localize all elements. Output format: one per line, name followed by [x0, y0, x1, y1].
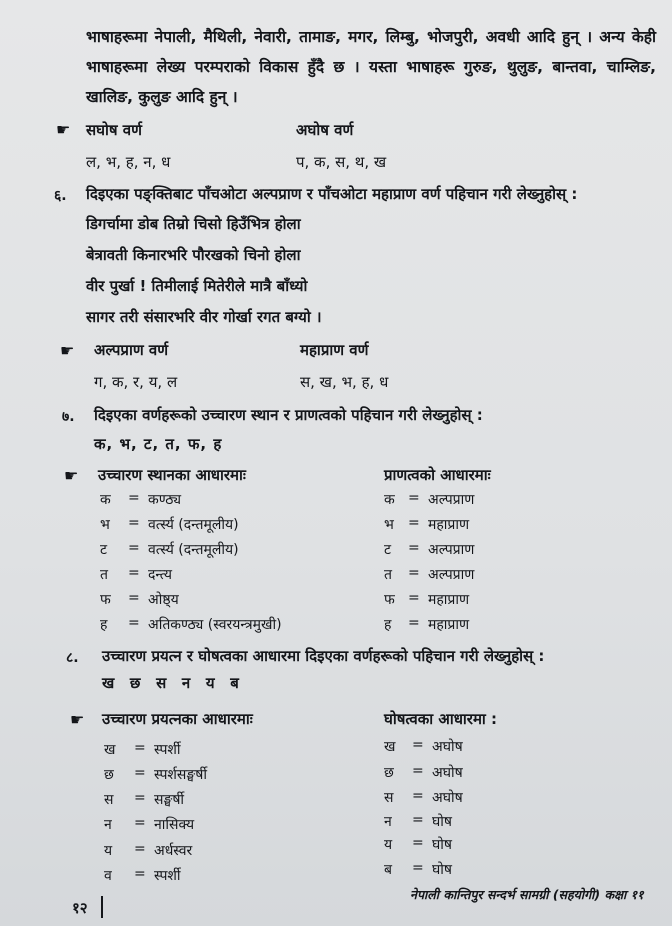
- q8-row-letter-right: स: [384, 790, 394, 806]
- uchcharan-sthan-heading: उच्चारण स्थानका आधारमाः: [98, 466, 246, 484]
- q8-row-ghosh: अघोष: [432, 790, 463, 806]
- q8-row-letter-right: न: [384, 814, 392, 830]
- intro-paragraph: भाषाहरूमा नेपाली, मैथिली, नेवारी, तामाङ, मगर, लिम्बु, भोजपुरी, अवधी आदि हुन् । अन्य केही भाषाहरूमा लेख्य परम्पराको विकास हुँदै छ । यस्ता भाषाहरू गुरुङ, थुलुङ, बान्तवा, चाम्लिङ, खालिङ, कुलुङ आदि हुन् ।: [86, 28, 656, 106]
- q7-row-letter-right: ह: [384, 617, 392, 633]
- q7-row-eq-right: =: [408, 590, 420, 606]
- q8-row-eq-right: =: [412, 835, 424, 851]
- q7-row-place: अतिकण्ठ्य (स्वरयन्त्रमुखी): [148, 617, 282, 633]
- q8-row-eq-right: =: [412, 763, 424, 779]
- page-number-divider: [101, 896, 103, 918]
- poem-line-4: सागर तरी संसारभरि वीर गोर्खा रगत बग्यो ।: [86, 308, 322, 326]
- q7-row-eq-right: =: [408, 615, 420, 631]
- q8-row-prayatna: नासिक्य: [154, 817, 195, 833]
- q7-row-letter: ह: [100, 617, 108, 633]
- q8-row-eq-right: =: [412, 812, 424, 828]
- q7-row-place: वर्त्स्य (दन्तमूलीय): [148, 542, 239, 558]
- q8-letters: ख छ स न य ब: [102, 674, 239, 692]
- q7-row-place: दन्त्य: [148, 567, 172, 583]
- q8-row-ghosh: अघोष: [432, 739, 463, 755]
- pointing-hand-icon: ☛: [64, 466, 79, 485]
- sghosh-values: ल, भ, ह, न, ध: [86, 153, 171, 171]
- q8-row-letter-right: ब: [384, 862, 392, 878]
- q7-row-prana: अल्पप्राण: [428, 492, 475, 508]
- q7-row-eq: =: [128, 615, 140, 631]
- q7-row-eq-right: =: [408, 565, 420, 581]
- alpaprana-values: ग, क, र, य, ल: [94, 373, 178, 391]
- q8-row-letter-right: ख: [384, 739, 396, 755]
- mahaprana-heading: महाप्राण वर्ण: [300, 341, 369, 359]
- pointing-hand-icon: ☛: [60, 341, 75, 360]
- q8-row-eq-right: =: [412, 788, 424, 804]
- q7-row-eq: =: [128, 590, 140, 606]
- q7-row-eq-right: =: [408, 540, 420, 556]
- poem-line-3: वीर पुर्खा ! तिमीलाई मितेरीले मात्रै बाँध्यो: [86, 277, 308, 295]
- page-number: १२: [72, 899, 88, 917]
- q8-row-eq-right: =: [412, 860, 424, 876]
- q7-row-eq: =: [128, 490, 140, 506]
- q8-row-eq-right: =: [412, 737, 424, 753]
- q7-row-place: वर्त्स्य (दन्तमूलीय): [148, 517, 239, 533]
- q7-row-prana: अल्पप्राण: [428, 567, 475, 583]
- q7-row-prana: महाप्राण: [428, 617, 470, 633]
- q7-row-letter: क: [100, 492, 111, 508]
- q8-row-prayatna: अर्धस्वर: [154, 843, 193, 859]
- q7-row-letter-right: क: [384, 492, 395, 508]
- q8-row-ghosh: घोष: [432, 837, 452, 853]
- q8-row-letter-right: य: [384, 837, 393, 853]
- q8-row-eq: =: [134, 790, 146, 806]
- q7-row-place: ओष्ठ्य: [148, 592, 179, 608]
- mahaprana-values: स, ख, भ, ह, ध: [300, 373, 389, 391]
- q8-row-eq: =: [134, 866, 146, 882]
- aghosh-values: प, क, स, थ, ख: [296, 153, 387, 171]
- q8-row-ghosh: अघोष: [432, 765, 463, 781]
- uchcharan-prayatna-heading: उच्चारण प्रयत्नका आधारमाः: [102, 710, 253, 728]
- q7-row-prana: महाप्राण: [428, 517, 470, 533]
- q8-row-letter-right: छ: [384, 765, 394, 781]
- q7-row-letter-right: त: [384, 567, 392, 583]
- q7-row-eq-right: =: [408, 515, 420, 531]
- question-7: दिइएका वर्णहरूको उच्चारण स्थान र प्राणत्वको पहिचान गरी लेख्नुहोस् :: [94, 406, 483, 424]
- q8-row-ghosh: घोष: [432, 814, 452, 830]
- q8-row-eq: =: [134, 765, 146, 781]
- question-number-8: ८.: [66, 650, 79, 666]
- q8-row-letter: व: [104, 868, 112, 884]
- q8-row-prayatna: स्पर्शी: [154, 868, 181, 884]
- sghosh-heading: सघोष वर्ण: [86, 121, 142, 139]
- pointing-hand-icon: ☛: [70, 710, 85, 729]
- q8-row-letter: स: [104, 792, 114, 808]
- q7-row-letter: भ: [100, 517, 110, 533]
- q7-row-prana: अल्पप्राण: [428, 542, 475, 558]
- q7-row-place: कण्ठ्य: [148, 492, 182, 508]
- q7-row-letter-right: भ: [384, 517, 394, 533]
- q8-row-eq: =: [134, 815, 146, 831]
- poem-line-1: डिगर्चामा डोब तिम्रो चिसो हिउँभित्र होला: [86, 215, 301, 233]
- q7-row-letter: त: [100, 567, 108, 583]
- q7-row-eq: =: [128, 540, 140, 556]
- question-number-6: ६.: [54, 188, 67, 204]
- q8-row-eq: =: [134, 740, 146, 756]
- question-6: दिइएका पङ्क्तिबाट पाँचओटा अल्पप्राण र पाँचओटा महाप्राण वर्ण पहिचान गरी लेख्नुहोस् :: [86, 185, 578, 203]
- q8-row-letter: छ: [104, 767, 114, 783]
- q8-row-eq: =: [134, 841, 146, 857]
- q7-row-eq: =: [128, 515, 140, 531]
- q8-row-prayatna: सङ्घर्षी: [154, 792, 185, 808]
- q7-row-eq: =: [128, 565, 140, 581]
- q8-row-letter: न: [104, 817, 112, 833]
- q8-row-prayatna: स्पर्शी: [154, 742, 181, 758]
- q8-row-ghosh: घोष: [432, 862, 452, 878]
- q8-row-letter: ख: [104, 742, 116, 758]
- q7-row-letter-right: फ: [384, 592, 395, 608]
- aghosh-heading: अघोष वर्ण: [296, 121, 354, 139]
- q7-letters: क, भ, ट, त, फ, ह: [94, 435, 223, 453]
- alpaprana-heading: अल्पप्राण वर्ण: [94, 341, 169, 359]
- ghoshatva-heading: घोषत्वका आधारमा :: [384, 710, 498, 728]
- q7-row-letter: फ: [100, 592, 111, 608]
- poem-line-2: बेत्रावती किनारभरि पौरखको चिनो होला: [86, 246, 301, 264]
- pointing-hand-icon: ☛: [56, 120, 71, 139]
- q7-row-letter-right: ट: [384, 542, 392, 558]
- question-8: उच्चारण प्रयत्न र घोषत्वका आधारमा दिइएका वर्णहरूको पहिचान गरी लेख्नुहोस् :: [102, 647, 545, 665]
- book-title: नेपाली कान्तिपुर सन्दर्भ सामग्री (सहयोगी) कक्षा ११: [410, 887, 644, 902]
- q8-row-prayatna: स्पर्शसङ्घर्षी: [154, 767, 207, 783]
- q7-row-eq-right: =: [408, 490, 420, 506]
- pranatva-heading: प्राणत्वको आधारमाः: [384, 466, 491, 484]
- q7-row-prana: महाप्राण: [428, 592, 470, 608]
- question-number-7: ७.: [62, 409, 75, 425]
- q8-row-letter: य: [104, 843, 113, 859]
- q7-row-letter: ट: [100, 542, 108, 558]
